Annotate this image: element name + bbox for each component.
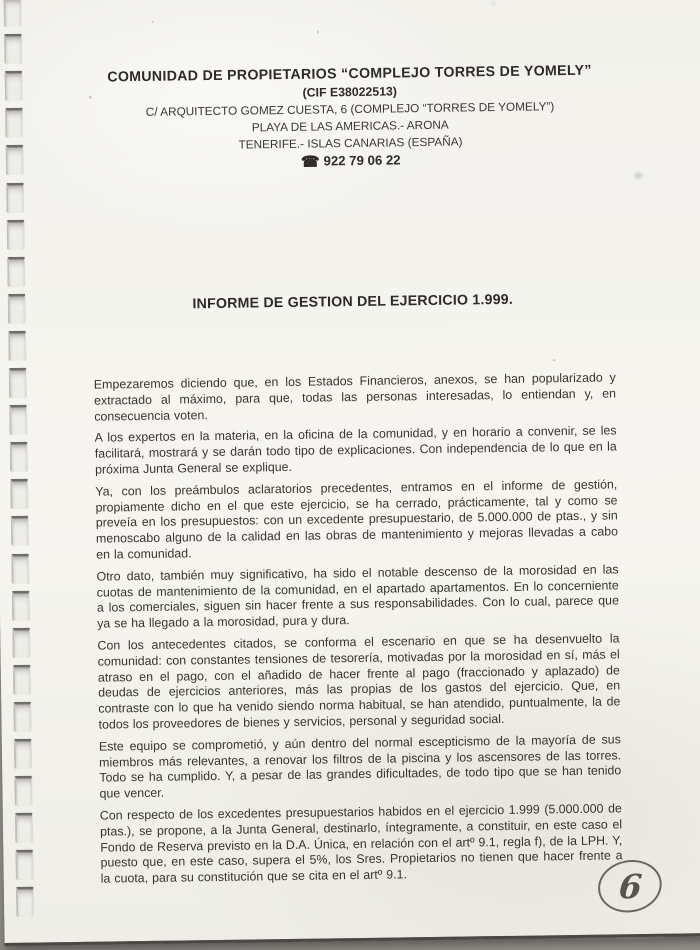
scan-speck	[553, 359, 556, 361]
letterhead	[0, 61, 700, 175]
binding-hole	[6, 182, 24, 212]
paragraph: Con los antecedentes citados, se conforma el escenario en que se ha desenvuelto la comunidad: con constantes tensiones de tesorería, motivadas por la morosidad en sí, más el atraso en el pago, con el añadido de hacer frente al pago (fraccionado y aplazado) de deudas de ejercicios anteriores, más las propias de los gastos del ejercicio. Que, en contraste con lo que ha venido siendo norma habitual, se han atendido, puntualmente, la de todos los proveedores de bienes y servicios, personal y seguridad social.	[97, 631, 621, 732]
page-number-digit: 6	[616, 866, 643, 907]
paragraph: Con respecto de los excedentes presupuestarios habidos en el ejercicio 1.999 (5.000.000 de ptas.), se propone, a la Junta General, destinarlo, íntegramente, a constituir, en este caso el Fondo de Reserva previsto en la D.A. Única, en relación con el artº 9.1, regla f), de la LPH. Y, puesto que, en este caso, supera el 5%, los Sres. Propietarios no tienen que hacer frente a la cuota, para su constitución que se cita en el artº 9.1.	[99, 801, 623, 886]
report-title: INFORME DE GESTION DEL EJERCICIO 1.999.	[192, 291, 514, 313]
scan-smudge	[634, 172, 643, 179]
binding-hole	[16, 887, 34, 917]
binding-hole	[12, 590, 30, 620]
binding-hole	[10, 479, 28, 509]
telephone-icon: ☎	[300, 153, 320, 171]
address-line-3: TENERIFE.- ISLAS CANARIAS (ESPAÑA)	[238, 134, 463, 152]
binding-hole	[14, 776, 32, 806]
binding-hole	[7, 219, 25, 249]
scan-speck	[89, 96, 92, 99]
binding-hole	[11, 553, 29, 583]
report-body	[94, 370, 623, 893]
binding-hole	[15, 850, 33, 880]
binding-hole	[15, 813, 33, 843]
phone-number: 922 79 06 22	[323, 152, 401, 169]
binding-hole	[10, 442, 28, 472]
binding-hole	[12, 627, 30, 657]
binding-hole	[13, 701, 31, 731]
paragraph: Este equipo se comprometió, y aún dentro del normal escepticismo de la mayoría de sus miembros más relevantes, a renovar los filtros de la piscina y los ascensores de las torres. Todo se ha cumplido. Y, a pesar de las grandes dificultades, de todo tipo que se han tenido que vencer.	[98, 732, 622, 801]
scan-speck	[317, 30, 319, 33]
organization-name: COMUNIDAD DE PROPIETARIOS “COMPLEJO TORRES DE YOMELY”	[107, 62, 592, 86]
paragraph: A los expertos en la materia, en la oficina de la comunidad, y en horario a convenir, se les facilitará, mostrará y se darán todo tipo de explicaciones. Con independencia de lo que en la próxima Junta General se explique.	[94, 423, 617, 477]
binding-hole	[9, 368, 27, 398]
binding-hole	[9, 405, 27, 435]
cif-number: (CIF E38022513)	[302, 84, 398, 100]
scan-speck	[152, 21, 154, 23]
address-line-2: PLAYA DE LAS AMERICAS.- ARONA	[251, 117, 449, 135]
scan-smudge	[492, 2, 496, 5]
paragraph: Ya, con los preámbulos aclaratorios precedentes, entramos en el informe de gestión, propiamente dicho en el que este ejercicio, se ha cerrado, prácticamente, tal y como se preveía en los presupuestos: con un excedente presupuestario, de 5.000.000 de ptas., y sin menoscabo alguno de la calidad en las obras de mantenimiento y mejoras llevadas a cabo en la comunidad.	[95, 477, 619, 562]
binding-hole	[11, 516, 29, 546]
binding-hole	[3, 0, 21, 27]
binding-hole	[7, 256, 25, 286]
paragraph: Otro dato, también muy significativo, ha sido el notable descenso de la morosidad en las cuotas de mantenimiento de la comunidad, en el apartado apartamentos. En lo concerniente a los comerciales, siguen sin hacer frente a sus responsabilidades. Con lo cual, parece que ya se ha llegado a la morosidad, pura y dura.	[96, 562, 620, 631]
binding-hole	[4, 34, 22, 64]
paragraph: Empezaremos diciendo que, en los Estados Financieros, anexos, se han popularizado y extractado al máximo, para que, todas las personas interesadas, lo entiendan y, en consecuencia voten.	[93, 370, 617, 424]
binding-hole	[14, 739, 32, 769]
binding-hole	[8, 330, 26, 360]
binding-hole	[13, 664, 31, 694]
address-line-1: C/ ARQUITECTO GOMEZ CUESTA, 6 (COMPLEJO “TORRES DE YOMELY”)	[145, 99, 555, 119]
